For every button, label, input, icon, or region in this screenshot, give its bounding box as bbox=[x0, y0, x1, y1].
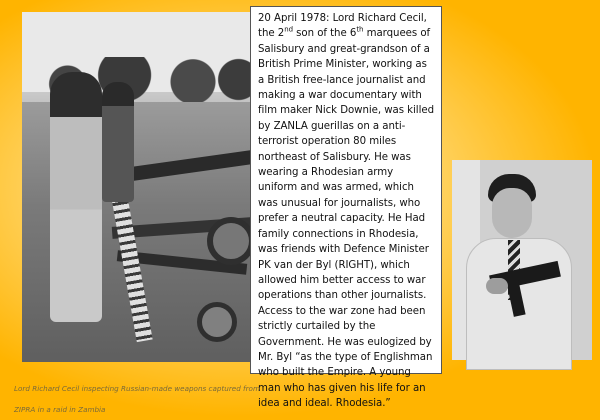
photo-gun-wheel bbox=[197, 302, 237, 342]
photo-hand bbox=[486, 278, 508, 294]
photo-caption bbox=[14, 378, 314, 420]
photo-gun-wheel bbox=[207, 217, 255, 265]
photo-face bbox=[492, 188, 532, 238]
caption-line-2: ZIPRA in a raid in Zambia bbox=[14, 405, 106, 414]
article-paragraph bbox=[258, 11, 435, 412]
ordinal-suffix: th bbox=[356, 26, 364, 35]
article-textbox bbox=[250, 6, 442, 410]
photo-van-der-byl bbox=[452, 160, 592, 360]
photo-soldier bbox=[102, 82, 134, 202]
caption-line-1: Lord Richard Cecil inspecting Russian-made weapons captured from bbox=[14, 384, 260, 393]
photo-cecil-inspecting-weapons bbox=[22, 12, 250, 362]
article-text-mid: son of the 6 bbox=[292, 28, 357, 40]
ordinal-suffix: nd bbox=[284, 26, 293, 35]
article-text-start: 20 April 1978: Lord Richard Cecil, the 2 bbox=[258, 13, 427, 40]
photo-cecil bbox=[50, 72, 102, 322]
article-text-rest: marquees of Salisbury and great-grandson of a British Prime Minister, working as a British free-lance journalist and making a war documentary with film maker Nick Downie, was killed by ZANLA guerillas on a anti-terrorist operation 80 miles northeast of Salisbury. He was wearing a Rhodesian army uniform and was armed, which was unusual for journalists, who prefer a neutral capacity. He Had family connections in Rhodesia, was friends with Defence Minister PK van der Byl (RIGHT), which allowed him better access to war operations than other journalists. Access to the war zone had been strictly curtailed by the Government. He was eulogized by Mr. Byl “as the type of Englishman who built the Empire. A young man who has given his life for an idea and ideal. Rhodesia.” bbox=[258, 28, 434, 410]
